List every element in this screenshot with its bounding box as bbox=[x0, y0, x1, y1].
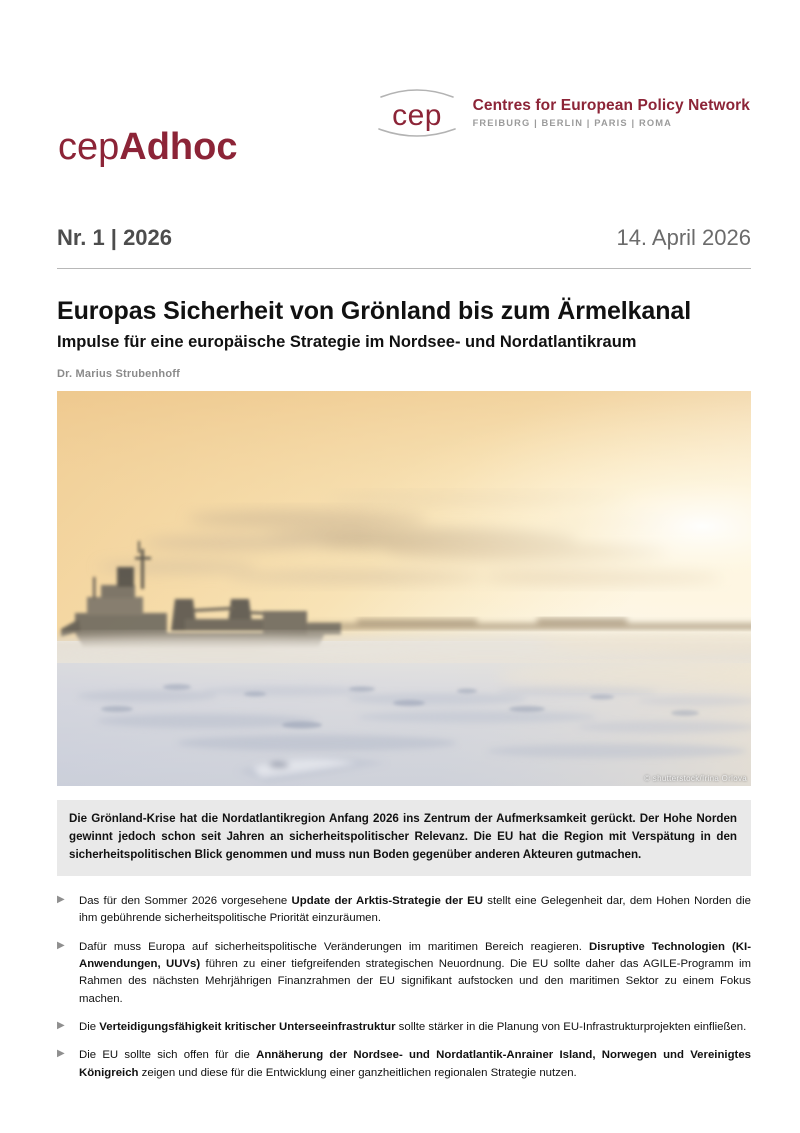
list-item bbox=[57, 1047, 757, 1082]
triangle-bullet-icon: ▶ bbox=[57, 1019, 65, 1031]
cep-logo-title: Centres for European Policy Network bbox=[472, 97, 750, 115]
triangle-bullet-icon: ▶ bbox=[57, 894, 65, 905]
header-divider bbox=[57, 268, 751, 269]
summary-box bbox=[57, 800, 751, 876]
list-item bbox=[57, 893, 757, 928]
author-name: Dr. Marius Strubenhoff bbox=[57, 368, 180, 380]
triangle-bullet-icon: ▶ bbox=[57, 939, 65, 951]
key-points-list bbox=[57, 893, 757, 1093]
list-item bbox=[57, 1019, 757, 1036]
list-item bbox=[57, 939, 757, 1008]
list-item-text: Das für den Sommer 2026 vorgesehene Update der Arktis-Strategie der EU stellt eine Gelegenheit dar, dem Hohen Norden die ihm gebührende sicherheitspolitische Priorität einzuräumen. bbox=[79, 895, 751, 925]
triangle-bullet-icon: ▶ bbox=[57, 1048, 65, 1060]
issue-number: Nr. 1 | 2026 bbox=[57, 225, 173, 250]
summary-text: Die Grönland-Krise hat die Nordatlantikregion Anfang 2026 ins Zentrum der Aufmerksamkeit gerückt. Der Hohe Norden gewinnt jedoch schon seit Jahren an sicherheitspolitischer Relevanz. Die EU hat die Region mit Verspätung in den sicherheitspolitischen Blick genommen und muss nun Boden gegenüber anderen Akteuren gutmachen. bbox=[69, 812, 737, 861]
hero-photo bbox=[57, 391, 751, 786]
list-item-text: Die Verteidigungsfähigkeit kritischer Unterseeinfrastruktur sollte stärker in die Planung von EU-Infrastrukturprojekten einfließen. bbox=[79, 1020, 747, 1033]
page-title: Europas Sicherheit von Grönland bis zum Ärmelkanal bbox=[57, 297, 692, 325]
issue-date: 14. April 2026 bbox=[616, 225, 751, 250]
svg-text:cep: cep bbox=[391, 99, 442, 132]
issue-line bbox=[57, 225, 751, 251]
list-item-text: Dafür muss Europa auf sicherheitspolitische Veränderungen im maritimen Bereich reagieren. Disruptive Technologien (KI-Anwendungen, UUVs) führen zu einer tiefgreifenden strategischen Neuordnung. Die EU sollte daher das AGILE-Programm im Rahmen des nächsten Mehrjährigen Finanzrahmen der EU signifikant aufstocken und den maritimen Sektor zu einem Fokus machen. bbox=[79, 940, 751, 1005]
cep-logo bbox=[375, 85, 750, 139]
brand-prefix: cep bbox=[58, 126, 120, 168]
photo-credit: © shutterstock/Irina Orlova bbox=[644, 774, 747, 783]
brand-suffix: Adhoc bbox=[119, 126, 238, 168]
cep-logo-text bbox=[473, 96, 750, 128]
cep-wordmark-icon bbox=[375, 85, 459, 139]
cep-logo-cities: FREIBURG | BERLIN | PARIS | ROMA bbox=[472, 117, 672, 128]
publication-brand bbox=[58, 128, 238, 166]
list-item-text: Die EU sollte sich offen für die Annäherung der Nordsee- und Nordatlantik-Anrainer Island, Norwegen und Vereinigtes Königreich zeigen und diese für die Entwicklung einer ganzheitlichen regionalen Strategie nutzen. bbox=[79, 1049, 751, 1079]
document-header bbox=[0, 0, 800, 200]
page-subtitle: Impulse für eine europäische Strategie im Nordsee- und Nordatlantikraum bbox=[57, 333, 637, 351]
